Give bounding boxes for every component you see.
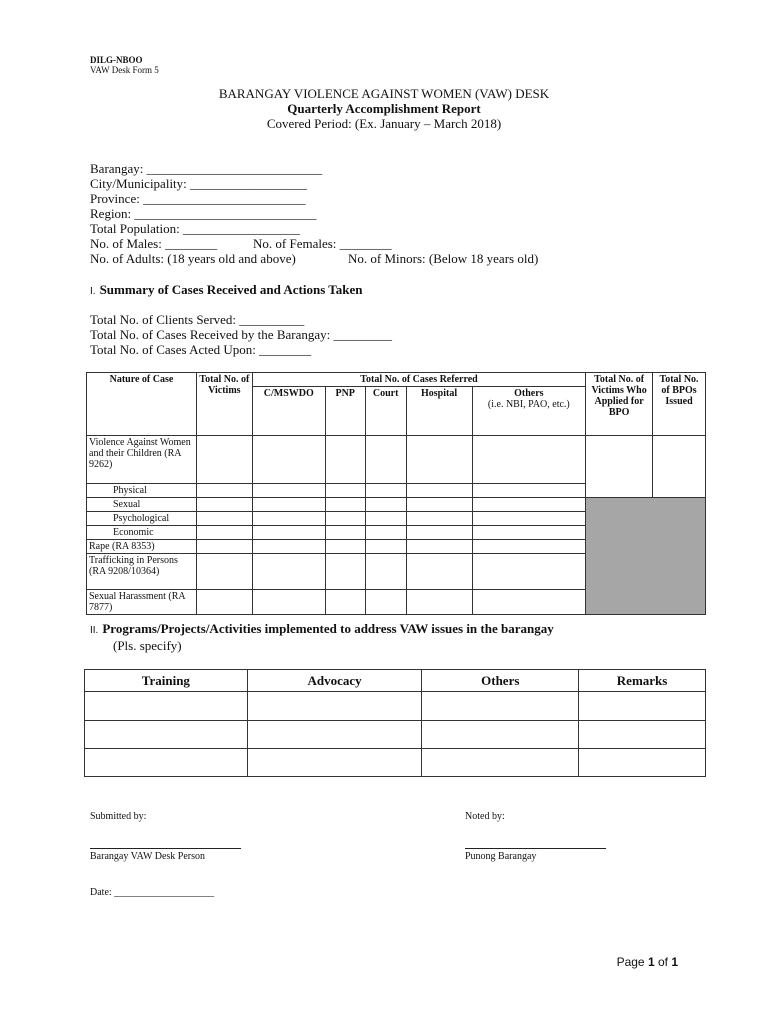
table-cell[interactable]	[406, 484, 472, 498]
table-cell[interactable]	[653, 436, 706, 498]
row-trafficking-label: Trafficking in Persons (RA 9208/10364)	[87, 554, 197, 590]
row-vawc-label: Violence Against Women and their Children (RA 9262)	[87, 436, 197, 484]
header-pnp: PNP	[325, 387, 365, 436]
table-cell[interactable]	[252, 590, 325, 615]
row-rape-label: Rape (RA 8353)	[87, 540, 197, 554]
table-cell[interactable]	[365, 526, 406, 540]
table-cell[interactable]	[472, 554, 586, 590]
table-cell[interactable]	[579, 749, 706, 777]
section-2-number: II.	[90, 625, 99, 636]
col-training: Training	[85, 670, 248, 692]
table-cell[interactable]	[586, 436, 653, 498]
table-cell[interactable]	[406, 554, 472, 590]
report-title: BARANGAY VIOLENCE AGAINST WOMEN (VAW) DESK	[218, 86, 550, 101]
header-hospital: Hospital	[406, 387, 472, 436]
header-applied-bpo: Total No. of Victims Who Applied for BPO	[586, 373, 653, 436]
section-1-heading	[90, 282, 362, 298]
section-1-title: Summary of Cases Received and Actions Taken	[99, 282, 363, 297]
header-court: Court	[365, 387, 406, 436]
table-cell[interactable]	[579, 721, 706, 749]
table-cell[interactable]	[365, 498, 406, 512]
col-others: Others	[422, 670, 579, 692]
adults-field[interactable]: No. of Adults: (18 years old and above)	[90, 251, 296, 266]
table-cell[interactable]	[85, 721, 248, 749]
row-physical-label: Physical	[87, 484, 197, 498]
table-cell[interactable]	[252, 512, 325, 526]
table-cell[interactable]	[365, 512, 406, 526]
table-cell[interactable]	[472, 590, 586, 615]
table-cell[interactable]	[472, 436, 586, 484]
table-cell[interactable]	[196, 512, 252, 526]
table-cell[interactable]	[196, 540, 252, 554]
table-cell[interactable]	[252, 554, 325, 590]
table-cell[interactable]	[196, 436, 252, 484]
table-cell[interactable]	[422, 749, 579, 777]
table-cell[interactable]	[472, 526, 586, 540]
row-economic-label: Economic	[87, 526, 197, 540]
table-cell[interactable]	[252, 498, 325, 512]
header-bpos-issued: Total No. of BPOs Issued	[653, 373, 706, 436]
punong-barangay-label: Punong Barangay	[465, 851, 537, 862]
table-cell[interactable]	[472, 484, 586, 498]
table-cell[interactable]	[252, 526, 325, 540]
population-field[interactable]: Total Population: __________________	[90, 221, 300, 236]
table-cell[interactable]	[196, 590, 252, 615]
header-referred: Total No. of Cases Referred	[252, 373, 585, 387]
females-field[interactable]: No. of Females: ________	[253, 236, 392, 251]
table-cell[interactable]	[252, 436, 325, 484]
row-harassment-label: Sexual Harassment (RA 7877)	[87, 590, 197, 615]
table-cell[interactable]	[247, 721, 422, 749]
table-cell[interactable]	[325, 526, 365, 540]
submitted-by-label: Submitted by:	[90, 811, 147, 822]
minors-field[interactable]: No. of Minors: (Below 18 years old)	[348, 251, 539, 266]
noted-by-label: Noted by:	[465, 811, 505, 822]
form-number: VAW Desk Form 5	[90, 65, 159, 75]
city-field[interactable]: City/Municipality: __________________	[90, 176, 308, 191]
page-total: 1	[671, 955, 678, 969]
section-2-note: (Pls. specify)	[113, 638, 182, 653]
table-cell[interactable]	[579, 692, 706, 721]
table-cell[interactable]	[406, 540, 472, 554]
header-others	[472, 387, 586, 436]
page-prefix: Page	[616, 955, 648, 969]
table-cell[interactable]	[325, 484, 365, 498]
table-cell[interactable]	[406, 436, 472, 484]
table-cell[interactable]	[325, 540, 365, 554]
header-others-label: Others	[514, 388, 544, 399]
table-cell[interactable]	[325, 436, 365, 484]
table-cell[interactable]	[422, 721, 579, 749]
table-cell[interactable]	[252, 484, 325, 498]
cases-table	[86, 372, 706, 615]
noted-signature-line[interactable]	[465, 848, 606, 849]
table-cell[interactable]	[247, 692, 422, 721]
date-field[interactable]: Date: ____________________	[90, 887, 215, 898]
table-cell[interactable]	[247, 749, 422, 777]
table-cell[interactable]	[85, 692, 248, 721]
table-cell[interactable]	[472, 540, 586, 554]
programs-table	[84, 669, 706, 777]
header-others-note: (i.e. NBI, PAO, etc.)	[487, 399, 570, 410]
province-field[interactable]: Province: _________________________	[90, 191, 306, 206]
clients-served-field[interactable]: Total No. of Clients Served: __________	[90, 312, 305, 327]
table-cell[interactable]	[365, 436, 406, 484]
table-cell[interactable]	[422, 692, 579, 721]
row-sexual-label: Sexual	[87, 498, 197, 512]
table-cell[interactable]	[325, 498, 365, 512]
table-cell[interactable]	[325, 554, 365, 590]
barangay-field[interactable]: Barangay: ___________________________	[90, 161, 323, 176]
table-cell[interactable]	[472, 498, 586, 512]
row-psychological-label: Psychological	[87, 512, 197, 526]
table-cell[interactable]	[196, 526, 252, 540]
table-cell[interactable]	[325, 512, 365, 526]
males-field[interactable]: No. of Males: ________	[90, 236, 218, 251]
header-nature: Nature of Case	[87, 373, 197, 436]
table-cell[interactable]	[365, 540, 406, 554]
table-cell[interactable]	[325, 590, 365, 615]
table-cell[interactable]	[406, 512, 472, 526]
region-field[interactable]: Region: ____________________________	[90, 206, 317, 221]
cases-received-field[interactable]: Total No. of Cases Received by the Barangay: _________	[90, 327, 392, 342]
col-remarks: Remarks	[579, 670, 706, 692]
header-cmswdo: C/MSWDO	[252, 387, 325, 436]
section-2-title: Programs/Projects/Activities implemented to address VAW issues in the barangay	[102, 621, 554, 636]
section-1-number: I.	[90, 286, 96, 297]
table-cell[interactable]	[365, 554, 406, 590]
shaded-area	[586, 498, 706, 615]
table-cell[interactable]	[196, 554, 252, 590]
page-number	[617, 955, 678, 969]
section-2-heading	[90, 621, 554, 637]
table-cell[interactable]	[365, 484, 406, 498]
table-cell[interactable]	[406, 590, 472, 615]
page-current: 1	[647, 955, 655, 969]
page-of: of	[654, 955, 672, 969]
submitted-signature-line[interactable]	[90, 848, 241, 849]
table-cell[interactable]	[85, 749, 248, 777]
table-cell[interactable]	[196, 484, 252, 498]
table-cell[interactable]	[252, 540, 325, 554]
report-subtitle: Quarterly Accomplishment Report	[287, 101, 481, 116]
covered-period: Covered Period: (Ex. January – March 2018)	[266, 116, 502, 131]
table-cell[interactable]	[196, 498, 252, 512]
header-victims: Total No. of Victims	[196, 373, 252, 436]
cases-acted-field[interactable]: Total No. of Cases Acted Upon: ________	[90, 342, 312, 357]
table-cell[interactable]	[406, 498, 472, 512]
form-code: DILG-NBOO	[90, 55, 143, 65]
table-cell[interactable]	[406, 526, 472, 540]
table-cell[interactable]	[365, 590, 406, 615]
vaw-desk-person-label: Barangay VAW Desk Person	[90, 851, 206, 862]
col-advocacy: Advocacy	[247, 670, 422, 692]
table-cell[interactable]	[472, 512, 586, 526]
